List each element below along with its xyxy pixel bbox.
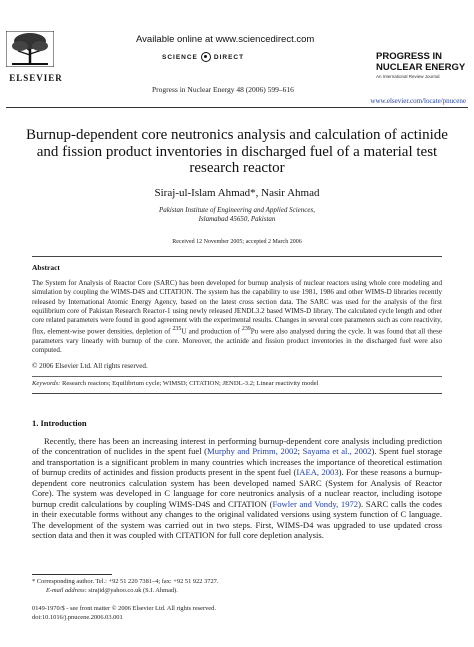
keywords-line (32, 380, 318, 387)
abstract-part-3: Pu were also analysed during the cycle. It was found that all these parameters vary linearly with burnup of the core. Moreover, the actinide and fission product inventories in the discharged fuel were also computed. (32, 327, 442, 355)
article-authors: Siraj-ul-Islam Ahmad*, Nasir Ahmad (154, 187, 320, 199)
sd-logo-right: DIRECT (213, 53, 245, 61)
sciencedirect-logo (162, 52, 244, 62)
email-label: E-mail address: (46, 587, 87, 594)
abstract-part-2: U and production of (181, 327, 242, 336)
elsevier-logo (6, 31, 66, 83)
journal-title-line-2: NUCLEAR ENERGY (376, 61, 466, 73)
introduction-body (32, 436, 442, 541)
email-address[interactable]: sirajid@yahoo.co.uk (S.I. Ahmad). (86, 587, 178, 594)
intro-text-3: ). Spent fuel storage and transportation is a significant problem in many countries which increases the importance of theoretical estimation of burnup credits of actinides and fission products present in the spent fuel ( (32, 446, 443, 478)
journal-url-link[interactable]: www.elsevier.com/locate/pnucene (370, 97, 466, 105)
keywords-top-rule (32, 376, 442, 377)
available-online-line[interactable]: Available online at www.sciencedirect.com (136, 34, 315, 45)
journal-title-line-1: PROGRESS IN (376, 51, 442, 62)
section-heading-introduction: 1. Introduction (32, 418, 87, 428)
intro-text-2: ; (297, 446, 303, 457)
corresponding-author-note: * Corresponding author. Tel.: +92 51 220 7381–4; fax: +92 51 922 3727. (32, 578, 219, 585)
email-note (46, 587, 178, 594)
publisher-name: ELSEVIER (9, 73, 63, 83)
abstract-top-rule (32, 256, 442, 257)
keywords-bottom-rule (32, 393, 442, 394)
reference-link[interactable]: Fowler and Vondy, 1972 (272, 498, 359, 509)
elsevier-tree-icon (6, 31, 54, 67)
intro-text-4: ). For these reasons a burnup-dependent core neutronics calculation system has been developed named SARC (System for Analysis of Reactor Core). The system was developed in C language for core neutronics analysis of a nuclear reactor, including isotope burnup credit calculations by coupling WIMS-D4S and CITATION ( (32, 467, 442, 509)
abstract-copyright: © 2006 Elsevier Ltd. All rights reserved. (32, 362, 148, 370)
intro-text-5: ). SARC calls the codes in their executable forms without any changes to the original validated versions using system function of C language. The development of the system was carried out in two steps. First, WIMS-D4 was upgraded to use updated cross section data and then it was coupled with CITATION for full core depletion analysis. (32, 498, 443, 541)
introduction-paragraph (32, 436, 442, 541)
sciencedirect-dot-icon (201, 52, 211, 62)
abstract-text (32, 279, 442, 356)
reference-link[interactable]: IAEA, 2003 (296, 467, 339, 478)
author-affiliation (20, 206, 454, 224)
doi-line[interactable]: doi:10.1016/j.pnucene.2006.03.001 (32, 614, 123, 621)
journal-subtitle: An International Review Journal (376, 74, 440, 79)
issn-line: 0149-1970/$ - see front matter © 2006 Elsevier Ltd. All rights reserved. (32, 605, 216, 612)
abstract-sup-1: 235 (172, 326, 182, 333)
journal-citation: Progress in Nuclear Energy 48 (2006) 599–616 (152, 85, 294, 94)
reference-link[interactable]: Murphy and Primm, 2002 (207, 446, 298, 457)
affiliation-line-2: Islamabad 45650, Pakistan (198, 215, 276, 223)
affiliation-line-1: Pakistan Institute of Engineering and Applied Sciences, (159, 206, 315, 214)
abstract-sup-2: 239 (241, 326, 251, 333)
intro-text-1: Recently, there has been an increasing interest in performing burnup-dependent core analysis including prediction of the concentration of nuclides in the spent fuel ( (32, 436, 442, 457)
abstract-part-1: The System for Analysis of Reactor Core (SARC) has been developed for burnup analysis of nuclear reactors using whole core modeling and simulation by coupling the WIMS-D4S and CITATION. The system has the capability to use 1981, 1986 and other WIMS-D libraries recently released by International Atomic Energy Agency, based on the latest cross section data. The SARC was used for the analysis of the first equilibrium core of Pakistan Research Reactor-1 using newly released JENDL3.2 based WIMS-D library. The calculated cycle length and other core related parameters were found in good agreement with the experimental results. Changes in several core parameters such as core reactivity, flux, element-wise power densities, depletion of (32, 279, 442, 336)
article-title: Burnup-dependent core neutronics analysis and calculation of actinide and fission product inventories in discharged fuel of a material test research reactor (26, 127, 448, 176)
keywords-label: Keywords: (32, 380, 61, 387)
journal-masthead (376, 52, 468, 80)
header-divider (6, 107, 468, 108)
received-dates: Received 12 November 2005; accepted 2 March 2006 (172, 239, 302, 245)
sd-logo-left: SCIENCE (162, 53, 198, 61)
footnote-rule (32, 574, 112, 575)
keywords-text: Research reactors; Equilibrium cycle; WIMSD; CITATION; JENDL-3.2; Linear reactivity model (60, 380, 319, 387)
abstract-heading: Abstract (32, 263, 60, 272)
reference-link[interactable]: Sayama et al., 2002 (302, 446, 372, 457)
